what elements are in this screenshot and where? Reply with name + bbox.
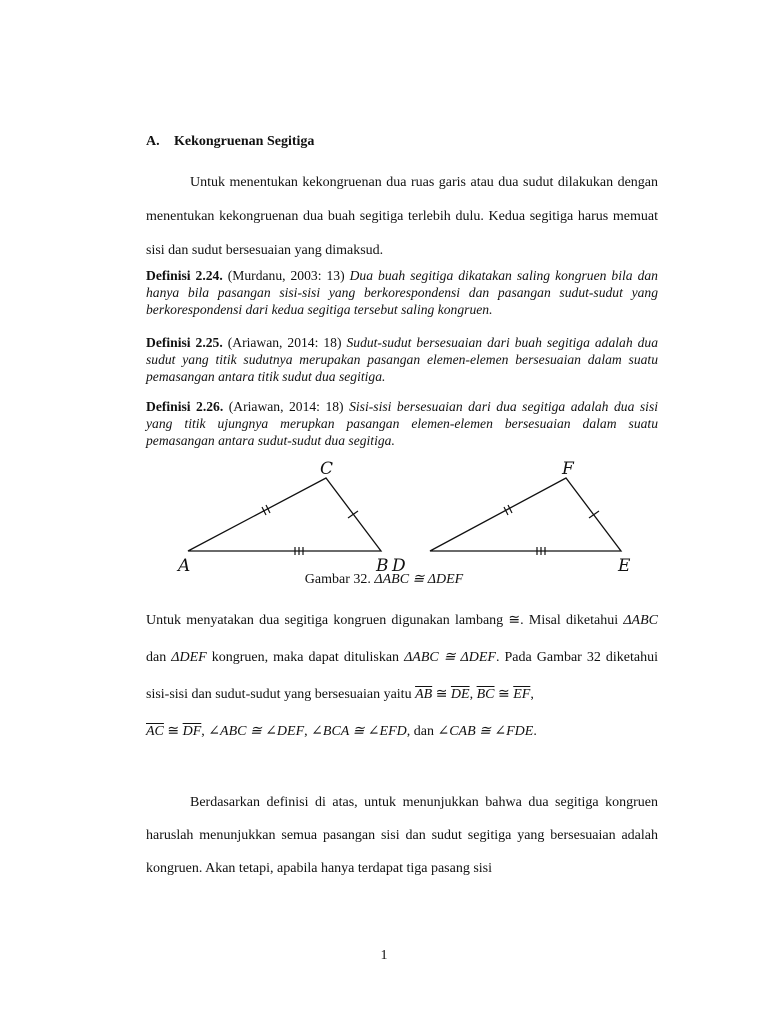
vertex-label-b: B xyxy=(376,556,389,576)
conclusion-paragraph: Berdasarkan definisi di atas, untuk menunjukkan bahwa dua segitiga kongruen haruslah menunjukkan semua pasangan sisi dan sudut segitiga yang bersesuaian adalah kongruen. Akan tetapi, apabila hanya terdapat tiga pasang sisi xyxy=(146,795,658,876)
vertex-label-e: E xyxy=(618,556,631,576)
math-run: ΔDEF xyxy=(171,650,207,665)
definition-citation: (Ariawan, 2014: 18) xyxy=(228,399,344,414)
math-run: ∠ABC ≅ ∠DEF xyxy=(208,724,305,739)
text-run: kongruen, maka dapat dituliskan xyxy=(206,650,405,665)
intro-paragraph: Untuk menentukan kekongruenan dua ruas garis atau dua sudut dilakukan dengan menentukan kekongruenan dua buah segitiga terlebih dulu. Kedua segitiga harus memuat sisi dan sudut bersesuaian yang dimaksud. xyxy=(146,175,658,258)
text-run: , xyxy=(201,724,209,739)
math-run: ∠BCA ≅ ∠EFD xyxy=(311,724,407,739)
vertex-label-c: C xyxy=(320,459,334,479)
caption-math: ΔABC ≅ ΔDEF xyxy=(374,572,464,587)
math-run: ΔABC ≅ ΔDEF xyxy=(404,650,496,665)
text-run: , dan xyxy=(406,724,438,739)
figure-caption xyxy=(0,571,768,588)
definition-2-26 xyxy=(146,398,658,449)
definition-text: Dua buah segitiga dikatakan saling kongruen bila dan hanya bila pasangan sisi-sisi yang berkorespondensi dan pasangan sudut-sudut yang berkorespondensi dari kedua segitiga tersebut saling kongruen. xyxy=(146,268,658,317)
vertex-label-d: D xyxy=(392,556,406,576)
definition-text: Sisi-sisi bersesuaian dari dua segitiga adalah dua sisi yang titik ujungnya merupkan pasangan elemen-elemen bersesuaian dalam suatu pemasangan antara sudut-sudut dua segitiga. xyxy=(146,399,659,448)
definition-text: Sudut-sudut bersesuaian dari buah segitiga adalah dua sudut yang titik sudutnya merupakan pasangan elemen-elemen bersesuaian dalam suatu pemasangan antara titik sudut dua segitiga. xyxy=(146,335,659,384)
triangles-diagram xyxy=(168,456,638,580)
caption-prefix: Gambar 32. xyxy=(304,572,371,587)
definition-label: Definisi 2.26. xyxy=(146,399,224,414)
vertex-label-f: F xyxy=(562,459,574,479)
segment-ac: $\overline{AC}$ xyxy=(146,724,164,739)
section-heading xyxy=(146,134,314,150)
text-run: , xyxy=(530,687,534,702)
congruence-paragraph xyxy=(146,602,658,750)
segment-df: $\overline{DF}$ xyxy=(182,724,202,739)
segment-de: $\overline{DE}$ xyxy=(450,687,470,702)
math-run: ∠CAB ≅ ∠FDE xyxy=(437,724,534,739)
text-run: , xyxy=(469,687,477,702)
congruent-triangles-figure xyxy=(168,456,638,580)
text-run: Untuk menyatakan dua segitiga kongruen digunakan lambang ≅. Misal diketahui xyxy=(146,613,624,628)
definition-2-25 xyxy=(146,334,658,385)
text-run: dan xyxy=(146,650,172,665)
definition-label: Definisi 2.25. xyxy=(146,335,223,350)
page-number: 1 xyxy=(380,948,388,963)
segment-bc: $\overline{BC}$ xyxy=(476,687,495,702)
section-title: Kekongruenan Segitiga xyxy=(174,134,315,149)
segment-ef: $\overline{EF}$ xyxy=(513,687,531,702)
definition-label: Definisi 2.24. xyxy=(146,268,223,283)
text-run: . xyxy=(533,724,537,739)
definition-citation: (Ariawan, 2014: 18) xyxy=(227,335,342,350)
definition-citation: (Murdanu, 2003: 13) xyxy=(227,268,345,283)
vertex-label-a: A xyxy=(178,556,191,576)
text-run: ≅ xyxy=(163,724,183,739)
segment-ab: $\overline{AB}$ xyxy=(415,687,433,702)
tick-marks-abc xyxy=(262,505,358,555)
text-run: ≅ xyxy=(494,687,514,702)
text-run: ≅ xyxy=(432,687,451,702)
triangle-def xyxy=(430,478,621,551)
text-run: , xyxy=(304,724,312,739)
text-run: . Pada Gambar 32 diketahui sisi-sisi dan sudut-sudut yang bersesuaian yaitu xyxy=(146,650,658,702)
definition-2-24 xyxy=(146,267,658,318)
section-number: A. xyxy=(146,134,160,149)
math-run: ΔABC xyxy=(623,613,658,628)
tick-marks-def xyxy=(504,505,599,555)
